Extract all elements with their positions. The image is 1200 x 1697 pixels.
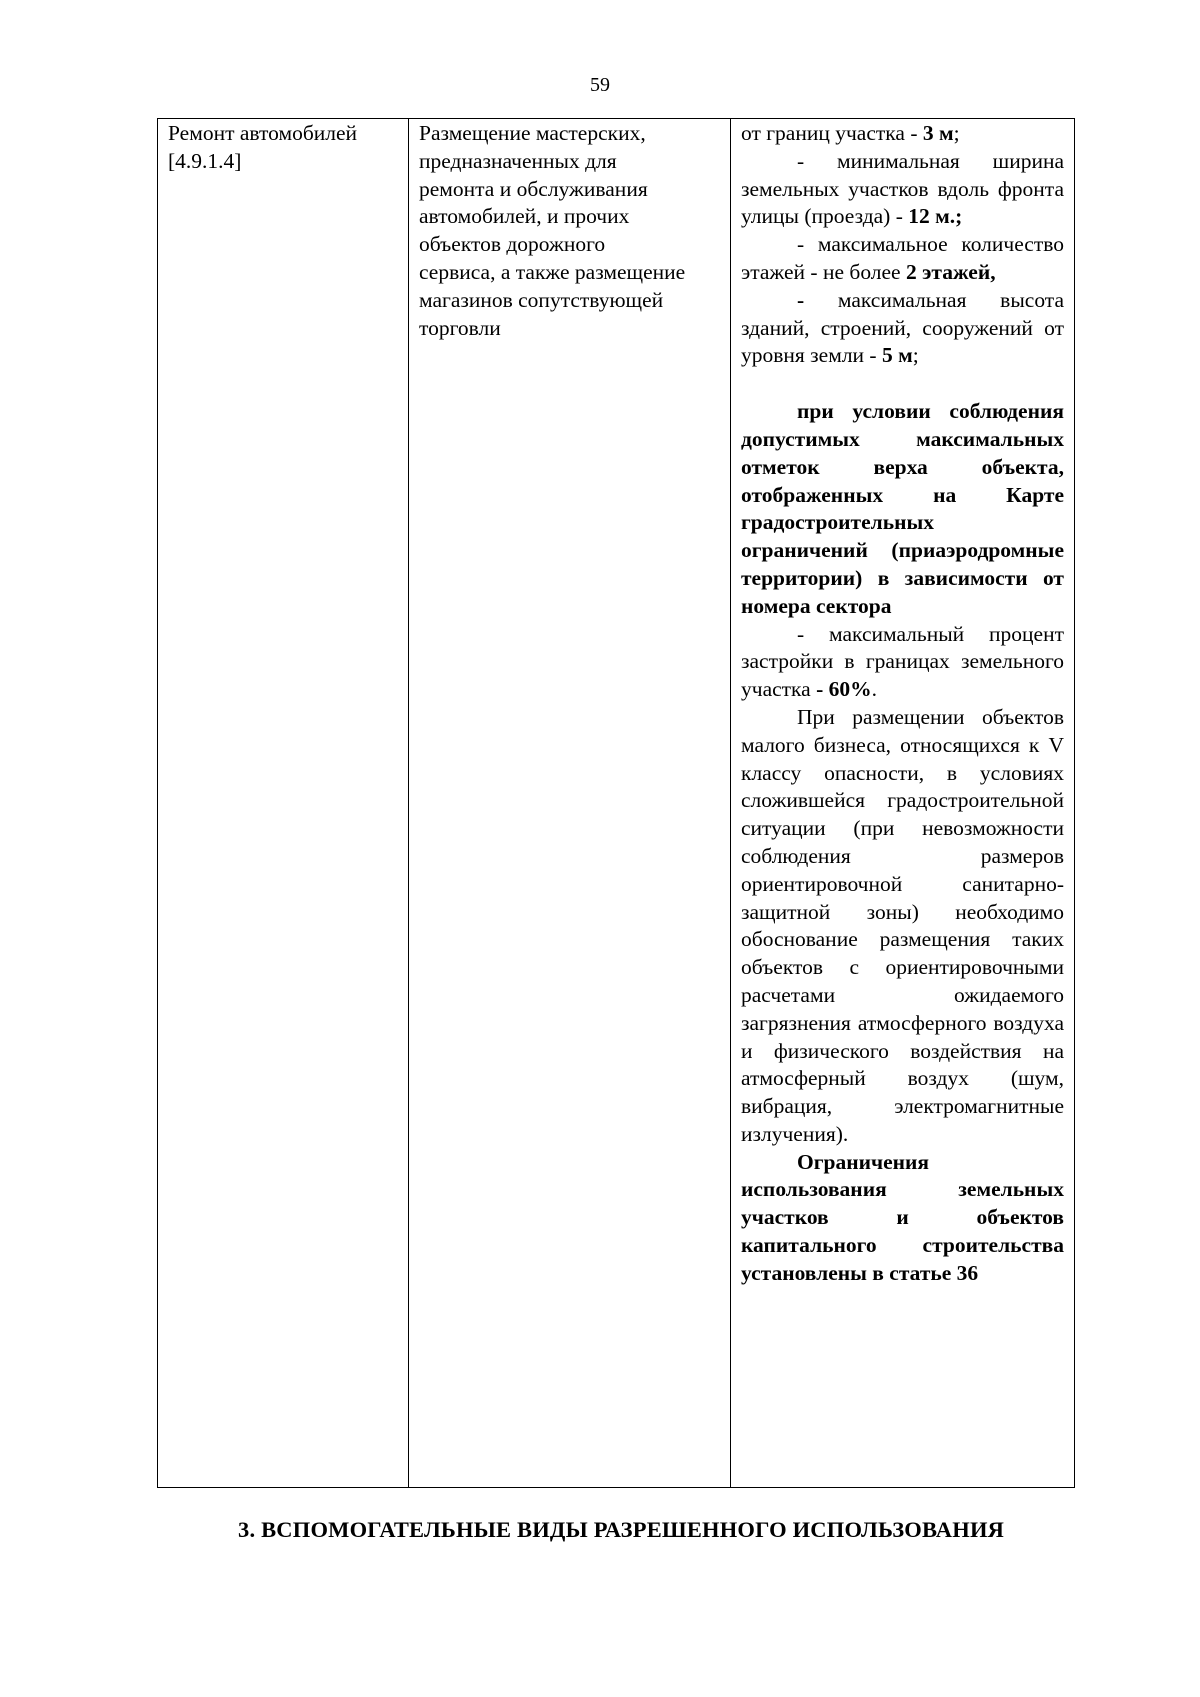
description-line: сервиса, а также размещение [419,259,686,284]
use-description-cell [409,119,731,1488]
description-line: автомобилей, и прочих [419,204,630,229]
table-row [158,119,1075,1488]
use-type-cell [158,119,409,1488]
description-line: ремонта и обслуживания [419,176,648,201]
description-line: магазинов сопутствующей [419,287,664,312]
max-height-paragraph: - максимальная высота зданий, строений, сооружений от уровня земли - 5 м; [741,287,1064,368]
description-line: Размещение мастерских, [419,121,646,145]
aerodrome-condition-paragraph: при условии соблюдения допустимых максимальных отметок верха объекта, отображенных на Карте градостроительных ограничений (приаэродромные территории) в зависимости от номера сектора [741,399,1064,618]
permitted-use-table [157,118,1075,1488]
use-type-code: [4.9.1.4] [168,148,242,173]
description-line: торговли [419,315,501,340]
description-line: объектов дорожного [419,232,606,257]
restrictions-paragraph: Ограничения использования земельных участков и объектов капитального строительства установлены в статье 36 [741,1149,1064,1285]
max-floors-paragraph: - максимальное количество этажей - не более 2 этажей, [741,232,1064,284]
setback-paragraph: от границ участка - 3 м; [741,121,960,145]
small-business-paragraph: При размещении объектов малого бизнеса, относящихся к V классу опасности, в условиях сложившейся градостроительной ситуации (при невозможности соблюдения размеров ориентировочной санитарно-защитной зоны) необходимо обоснование размещения таких объектов с ориентировочными расчетами ожидаемого загрязнения атмосферного воздуха и физического воздействия на атмосферный воздух (шум, вибрация, электромагнитные излучения). [741,704,1064,1146]
use-type-name: Ремонт автомобилей [168,121,358,145]
section-heading: 3. ВСПОМОГАТЕЛЬНЫЕ ВИДЫ РАЗРЕШЕННОГО ИСПОЛЬЗОВАНИЯ [238,1517,1005,1542]
min-width-paragraph: - минимальная ширина земельных участков вдоль фронта улицы (проезда) - 12 м.; [741,148,1064,229]
description-line: предназначенных для [419,148,617,173]
paragraph-gap [741,370,1064,398]
max-coverage-paragraph: - максимальный процент застройки в границах земельного участка - 60%. [741,621,1064,702]
parameters-cell [731,119,1075,1488]
page-number: 59 [590,74,610,96]
